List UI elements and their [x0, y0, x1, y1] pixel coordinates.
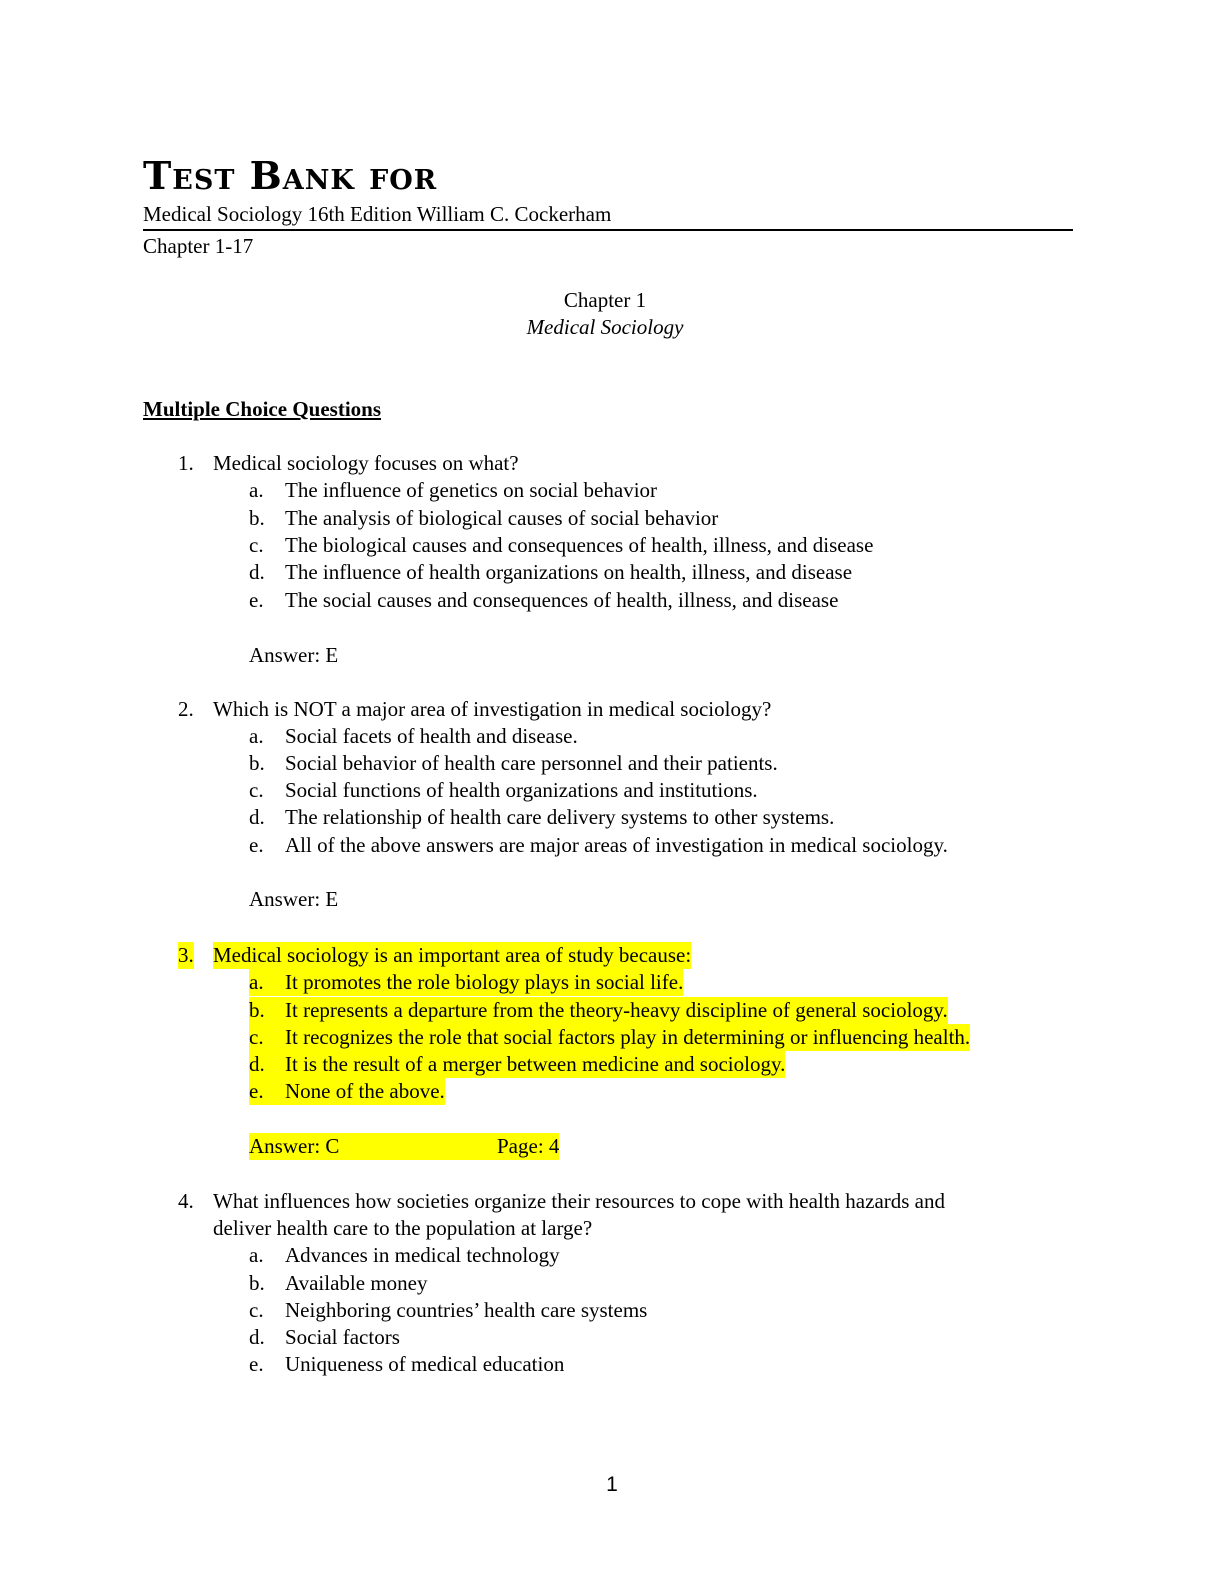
page-title: Test Bank for	[143, 153, 438, 198]
option-text: Neighboring countries’ health care systems	[285, 1298, 648, 1322]
option-text: The analysis of biological causes of social behavior	[285, 506, 719, 530]
option-text: Social factors	[285, 1325, 400, 1349]
option-text: It recognizes the role that social factors play in determining or influencing health.	[285, 1025, 971, 1049]
option-letter: b.	[249, 751, 265, 775]
option-text: Social facets of health and disease.	[285, 724, 578, 748]
option-text: The social causes and consequences of health, illness, and disease	[285, 588, 839, 612]
answer-text: Answer: E	[249, 887, 339, 911]
option-text: The biological causes and consequences of health, illness, and disease	[285, 533, 874, 557]
option-letter: a.	[249, 724, 264, 748]
option-letter: a.	[249, 969, 285, 996]
option-letter: a.	[249, 478, 264, 502]
option-letter: c.	[249, 778, 264, 802]
question-text: Medical sociology is an important area of study because:	[213, 943, 692, 967]
option-letter: c.	[249, 1298, 264, 1322]
question-number: 3.	[178, 943, 194, 967]
question-text: What influences how societies organize their resources to cope with health hazards and	[213, 1189, 946, 1213]
answer-text: Answer: E	[249, 643, 339, 667]
option-text: All of the above answers are major areas of investigation in medical sociology.	[285, 833, 948, 857]
option-text: The relationship of health care delivery systems to other systems.	[285, 805, 835, 829]
page-number: 1	[606, 1473, 618, 1496]
option-letter: e.	[249, 1352, 264, 1376]
option-letter: d.	[249, 560, 265, 584]
question-number: 2.	[178, 697, 194, 721]
option-text: It is the result of a merger between medicine and sociology.	[285, 1052, 786, 1076]
option-letter: b.	[249, 997, 285, 1024]
option-letter: b.	[249, 1271, 265, 1295]
question-number: 4.	[178, 1189, 194, 1213]
option-text: Advances in medical technology	[285, 1243, 560, 1267]
question-number: 1.	[178, 451, 194, 475]
option-letter: c.	[249, 1024, 285, 1051]
page-reference: Page: 4	[497, 1134, 560, 1158]
option-text: The influence of genetics on social behavior	[285, 478, 658, 502]
chapter-range: Chapter 1-17	[143, 234, 254, 258]
section-title: Multiple Choice Questions	[143, 397, 382, 421]
chapter-number: Chapter 1	[563, 288, 647, 312]
question-text: Which is NOT a major area of investigation in medical sociology?	[213, 697, 772, 721]
option-text: It promotes the role biology plays in social life.	[285, 970, 684, 994]
option-letter: e.	[249, 588, 264, 612]
option-letter: e.	[249, 833, 264, 857]
book-subtitle: Medical Sociology 16th Edition William C. Cockerham	[143, 202, 612, 226]
option-letter: c.	[249, 533, 264, 557]
option-text: Social functions of health organizations and institutions.	[285, 778, 758, 802]
option-text: None of the above.	[285, 1079, 445, 1103]
option-letter: a.	[249, 1243, 264, 1267]
option-letter: d.	[249, 1051, 285, 1078]
option-text: Social behavior of health care personnel and their patients.	[285, 751, 778, 775]
option-letter: d.	[249, 805, 265, 829]
question-text-continued: deliver health care to the population at large?	[213, 1216, 593, 1240]
option-text: The influence of health organizations on health, illness, and disease	[285, 560, 853, 584]
option-text: It represents a departure from the theory-heavy discipline of general sociology.	[285, 998, 948, 1022]
option-letter: b.	[249, 506, 265, 530]
option-text: Available money	[285, 1271, 428, 1295]
question-text: Medical sociology focuses on what?	[213, 451, 519, 475]
header-divider	[143, 229, 1073, 231]
option-letter: e.	[249, 1078, 285, 1105]
option-text: Uniqueness of medical education	[285, 1352, 565, 1376]
option-letter: d.	[249, 1325, 265, 1349]
answer-text: Answer: C	[249, 1133, 497, 1160]
chapter-name: Medical Sociology	[526, 315, 684, 339]
